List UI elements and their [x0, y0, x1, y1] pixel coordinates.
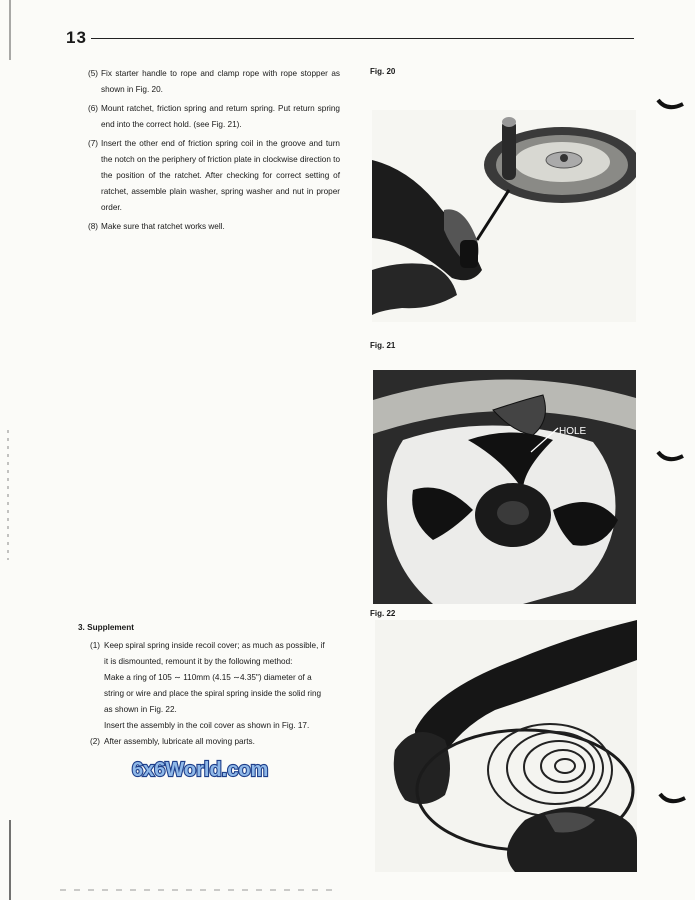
watermark-text: 6x6World.com	[132, 759, 269, 781]
fig-22-spiral-spring-photo	[375, 620, 637, 872]
supplement-item-text	[104, 734, 346, 750]
supplement-section	[78, 620, 346, 750]
fig-20-label: Fig. 20	[370, 67, 396, 76]
fig-22-label: Fig. 22	[370, 609, 396, 618]
supplement-line: Make a ring of 105 ∼ 110mm (4.15 ∼4.35") diameter of a	[104, 673, 312, 682]
supplement-line: it is dismounted, remount it by the following method:	[104, 657, 293, 666]
step-8	[88, 219, 340, 235]
step-text: Mount ratchet, friction spring and return spring. Put return spring end into the correct hold. (see Fig. 21).	[101, 104, 340, 129]
supplement-item-number: (1)	[90, 641, 101, 650]
fig-21-ratchet-photo	[373, 370, 636, 604]
punch-hole-marks	[655, 0, 695, 900]
header-rule	[91, 38, 634, 39]
step-text: Fix starter handle to rope and clamp rope with rope stopper as shown in Fig. 20.	[101, 69, 340, 94]
supplement-item-number: (2)	[90, 737, 101, 746]
supplement-line: Insert the assembly in the coil cover as shown in Fig. 17.	[104, 721, 310, 730]
step-number: (7)	[88, 139, 99, 148]
supplement-item-text	[104, 638, 346, 734]
page-number: 13	[66, 28, 87, 47]
fig-20-starter-handle-photo	[372, 110, 636, 322]
step-6	[88, 101, 340, 133]
supplement-heading: 3. Supplement	[78, 623, 134, 632]
step-number: (8)	[88, 222, 99, 231]
procedure-steps	[88, 66, 340, 238]
step-text: Insert the other end of friction spring coil in the groove and turn the notch on the periphery of friction plate in clockwise direction to the position of the ratchet. After checking for correct setting of ratchet, assemble plain washer, spring washer and nut in proper order.	[101, 139, 340, 212]
supplement-item-1	[90, 638, 346, 734]
fig-21-label: Fig. 21	[370, 341, 396, 350]
step-7	[88, 136, 340, 216]
watermark-logo	[130, 756, 300, 782]
scan-binding-marks	[0, 0, 14, 900]
supplement-item-2	[90, 734, 346, 750]
supplement-line: After assembly, lubricate all moving parts.	[104, 737, 255, 746]
supplement-line: string or wire and place the spiral spring inside the solid ring	[104, 689, 322, 698]
supplement-line: Keep spiral spring inside recoil cover; as much as possible, if	[104, 641, 325, 650]
scan-bottom-dashes	[60, 888, 340, 892]
step-number: (6)	[88, 104, 99, 113]
fig-21-hole-annotation: HOLE	[559, 426, 587, 437]
supplement-line: as shown in Fig. 22.	[104, 705, 177, 714]
step-number: (5)	[88, 69, 99, 78]
step-text: Make sure that ratchet works well.	[101, 222, 225, 231]
step-5	[88, 66, 340, 98]
